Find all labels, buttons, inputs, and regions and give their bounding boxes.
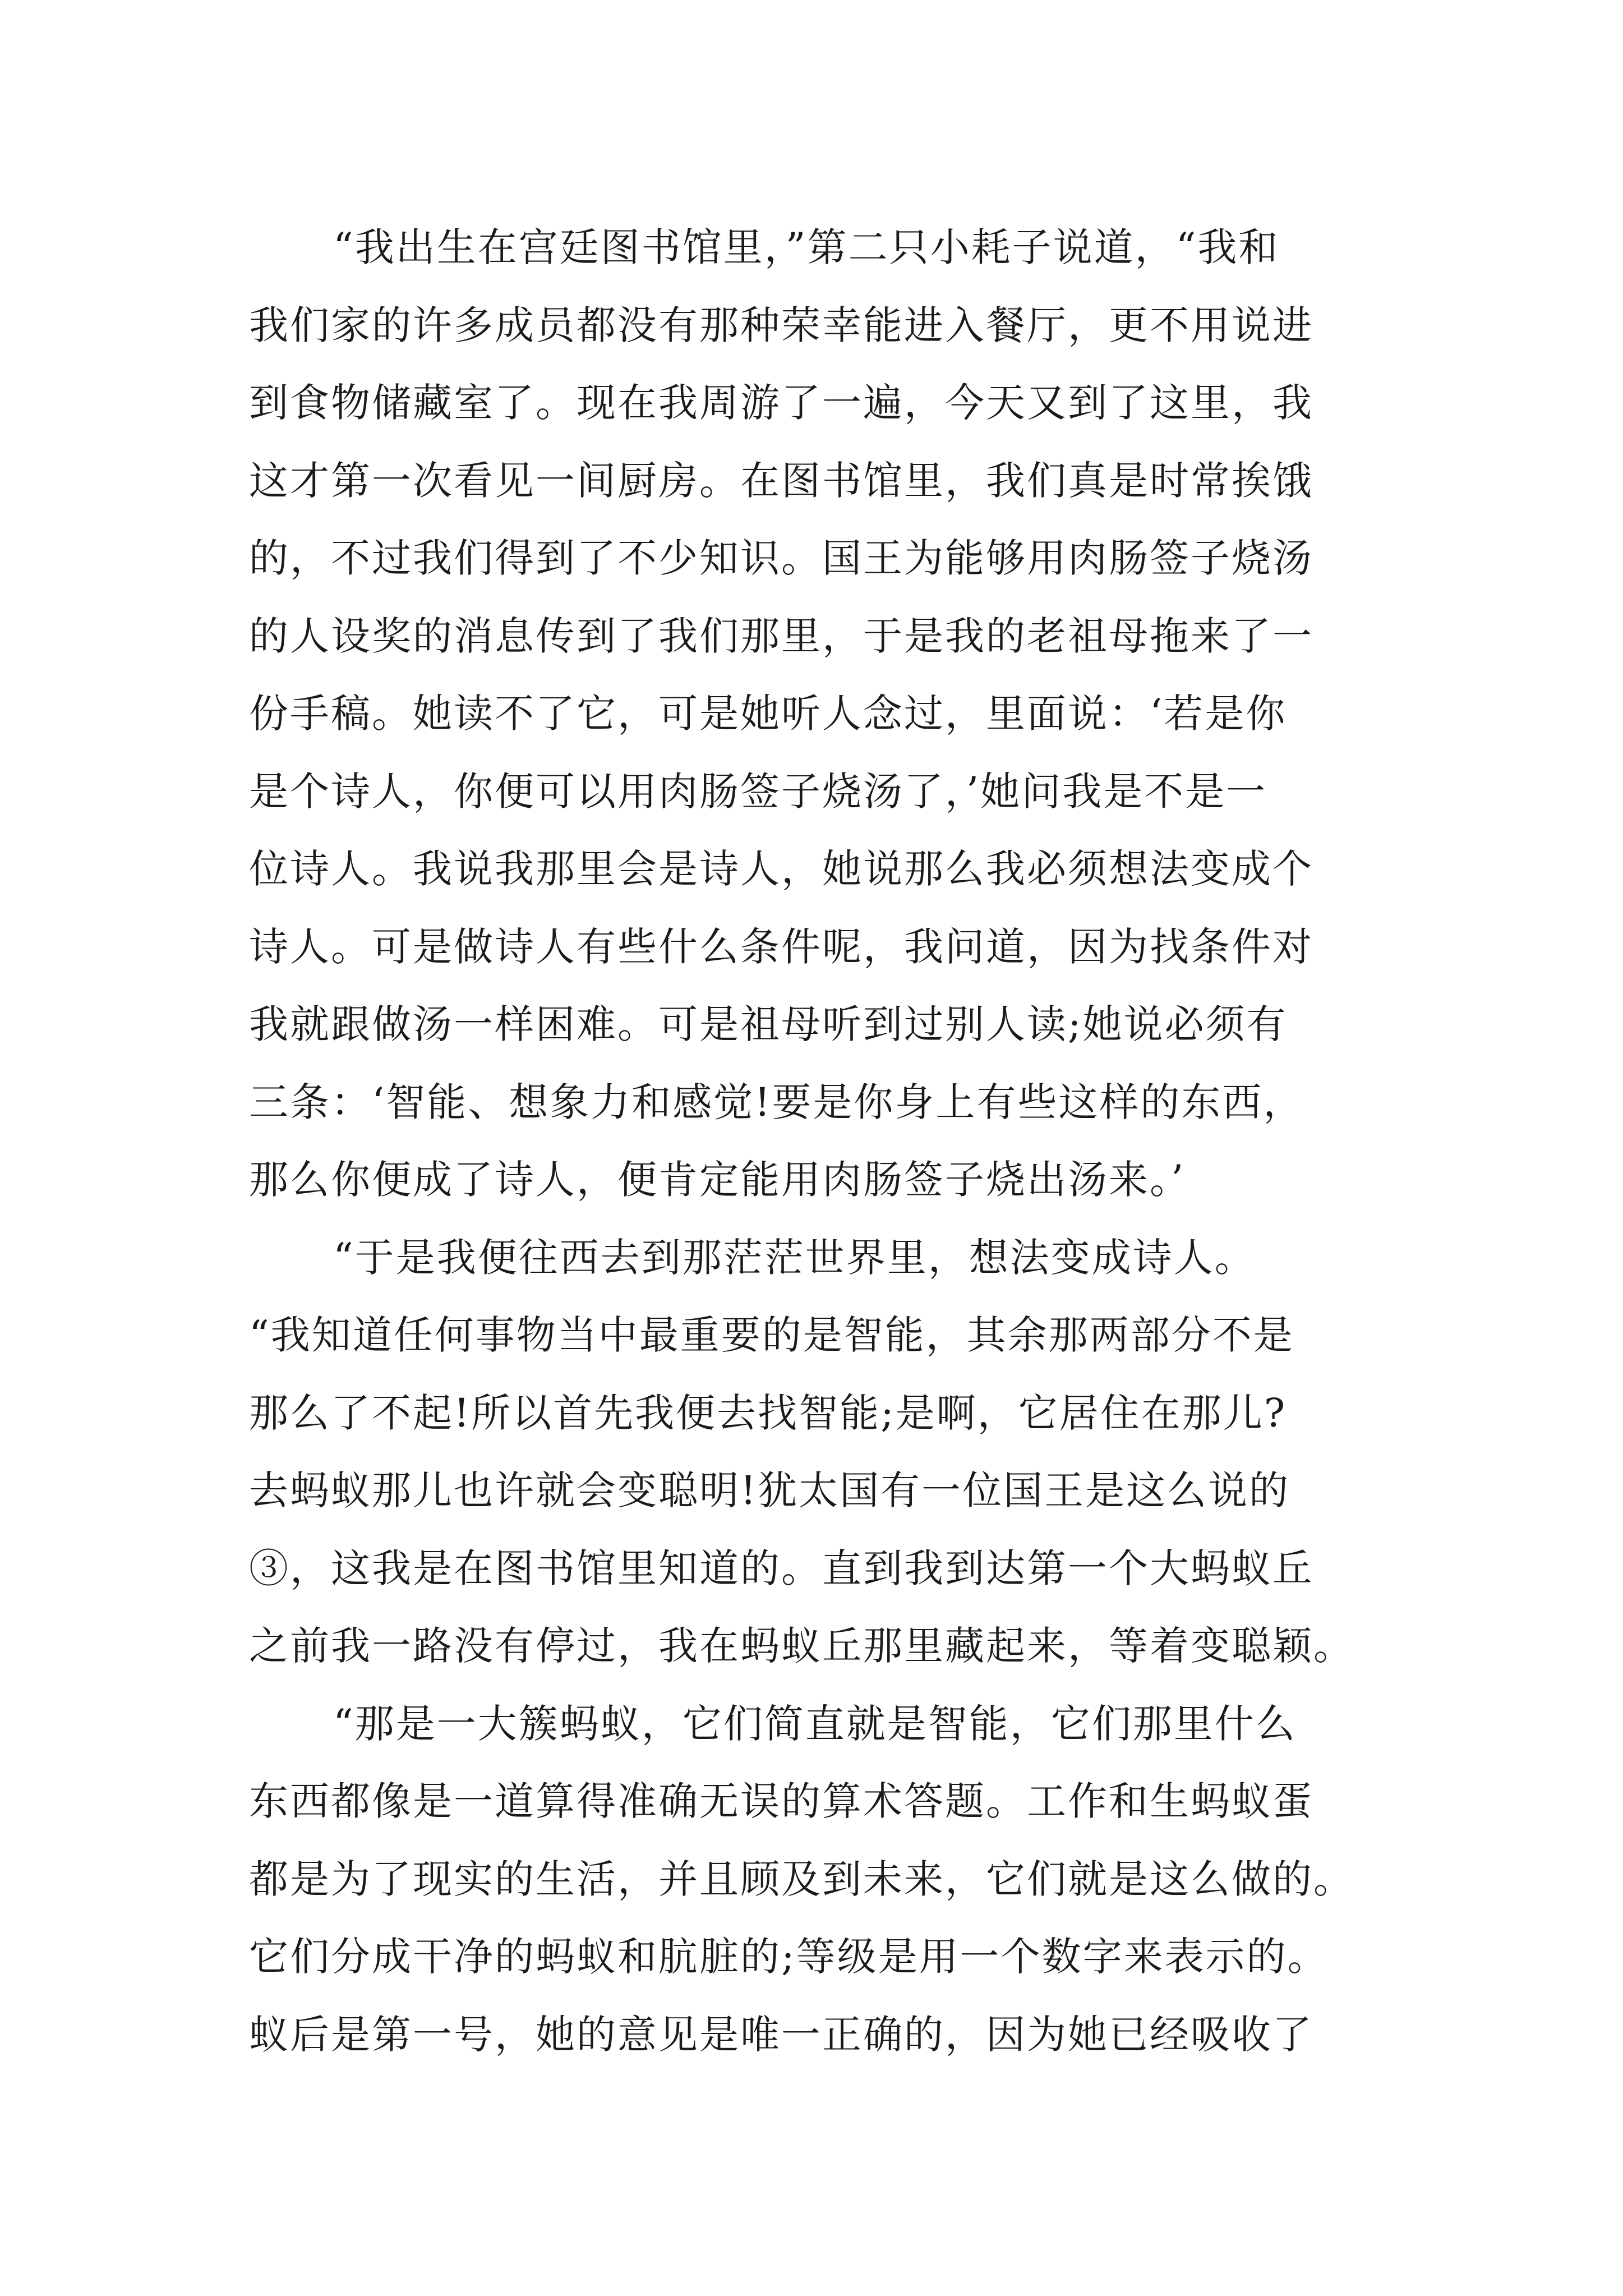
body-text: [249, 209, 1404, 2073]
text-line: 三条：‘智能、想象力和感觉!要是你身上有些这样的东西，: [249, 1079, 1304, 1125]
text-line: 去蚂蚁那儿也许就会变聪明!犹太国有一位国王是这么说的: [249, 1467, 1290, 1513]
text-line: 这才第一次看见一间厨房。在图书馆里，我们真是时常挨饿: [249, 457, 1313, 504]
text-line: ③，这我是在图书馆里知道的。直到我到达第一个大蚂蚁丘: [249, 1545, 1313, 1591]
text-line: 那么了不起!所以首先我便去找智能;是啊，它居住在那儿?: [249, 1389, 1287, 1436]
text-line: 的，不过我们得到了不少知识。国王为能够用肉肠签子烧汤: [249, 535, 1313, 581]
text-line: “我知道任何事物当中最重要的是智能，其余那两部分不是: [249, 1312, 1294, 1358]
text-line: 诗人。可是做诗人有些什么条件呢，我问道，因为找条件对: [249, 923, 1313, 970]
text-line: “那是一大簇蚂蚁，它们简直就是智能，它们那里什么: [333, 1700, 1297, 1747]
text-line: 到食物储藏室了。现在我周游了一遍，今天又到了这里，我: [249, 380, 1313, 426]
text-line: 之前我一路没有停过，我在蚂蚁丘那里藏起来，等着变聪颖。: [249, 1623, 1354, 1669]
text-line: 它们分成干净的蚂蚁和肮脏的;等级是用一个数字来表示的。: [249, 1934, 1329, 1980]
text-line: 那么你便成了诗人，便肯定能用肉肠签子烧出汤来。’: [249, 1157, 1186, 1203]
text-line: 蚁后是第一号，她的意见是唯一正确的，因为她已经吸收了: [249, 2011, 1313, 2058]
text-line: “我出生在宫廷图书馆里，”第二只小耗子说道，“我和: [333, 224, 1280, 270]
text-line: 的人设奖的消息传到了我们那里，于是我的老祖母拖来了一: [249, 613, 1313, 659]
text-line: 我们家的许多成员都没有那种荣幸能进入餐厅，更不用说进: [249, 302, 1313, 348]
text-line: 我就跟做汤一样困难。可是祖母听到过别人读;她说必须有: [249, 1001, 1288, 1047]
text-line: 位诗人。我说我那里会是诗人，她说那么我必须想法变成个: [249, 846, 1313, 892]
text-line: 东西都像是一道算得准确无误的算术答题。工作和生蚂蚁蛋: [249, 1778, 1313, 1824]
text-line: 是个诗人，你便可以用肉肠签子烧汤了，’她问我是不是一: [249, 768, 1267, 815]
text-line: 份手稿。她读不了它，可是她听人念过，里面说：‘若是你: [249, 691, 1287, 737]
text-line: 都是为了现实的生活，并且顾及到未来，它们就是这么做的。: [249, 1856, 1354, 1902]
text-line: “于是我便往西去到那茫茫世界里，想法变成诗人。: [333, 1234, 1256, 1281]
